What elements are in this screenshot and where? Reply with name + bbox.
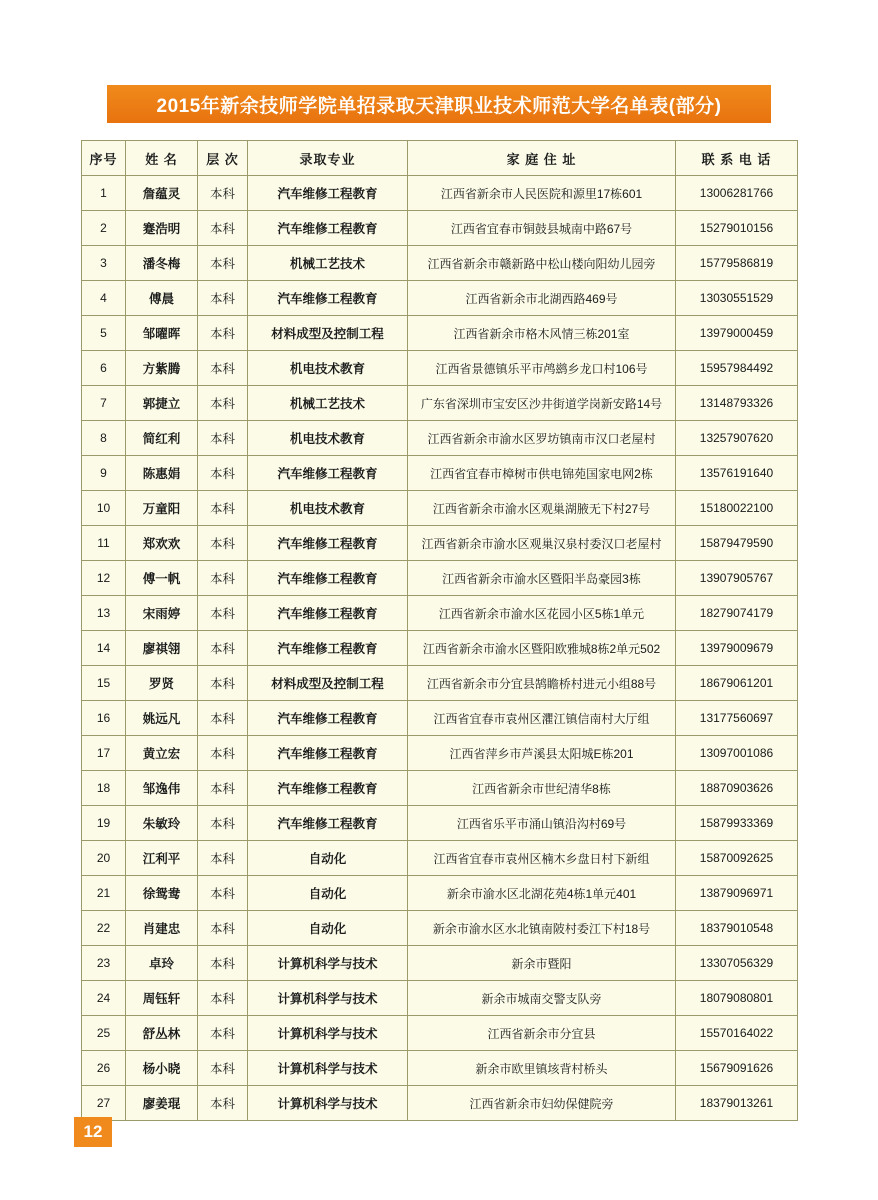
cell-phone: 18079080801 <box>676 981 798 1016</box>
table-row <box>82 491 798 526</box>
cell-address: 江西省新余市北湖西路469号 <box>408 281 676 316</box>
table-row <box>82 1051 798 1086</box>
cell-address: 江西省新余市人民医院和源里17栋601 <box>408 176 676 211</box>
cell-name: 罗贤 <box>126 666 198 701</box>
cell-name: 郭捷立 <box>126 386 198 421</box>
page-number-badge: 12 <box>74 1117 112 1147</box>
cell-no: 23 <box>82 946 126 981</box>
table-row <box>82 876 798 911</box>
cell-address: 新余市暨阳 <box>408 946 676 981</box>
cell-major: 计算机科学与技术 <box>248 1086 408 1121</box>
cell-name: 黄立宏 <box>126 736 198 771</box>
cell-major: 汽车维修工程教育 <box>248 281 408 316</box>
cell-phone: 18379010548 <box>676 911 798 946</box>
table-row <box>82 841 798 876</box>
cell-phone: 13148793326 <box>676 386 798 421</box>
table-row <box>82 911 798 946</box>
cell-no: 6 <box>82 351 126 386</box>
cell-address: 新余市城南交警支队旁 <box>408 981 676 1016</box>
table-row <box>82 1016 798 1051</box>
cell-name: 卓玲 <box>126 946 198 981</box>
cell-major: 汽车维修工程教育 <box>248 631 408 666</box>
cell-phone: 15679091626 <box>676 1051 798 1086</box>
cell-name: 肖建忠 <box>126 911 198 946</box>
cell-phone: 15180022100 <box>676 491 798 526</box>
cell-no: 2 <box>82 211 126 246</box>
cell-phone: 15957984492 <box>676 351 798 386</box>
column-header-major: 录取专业 <box>248 141 408 176</box>
cell-level: 本科 <box>198 1016 248 1051</box>
cell-name: 宋雨婷 <box>126 596 198 631</box>
cell-major: 计算机科学与技术 <box>248 1016 408 1051</box>
cell-phone: 15879933369 <box>676 806 798 841</box>
cell-phone: 13257907620 <box>676 421 798 456</box>
cell-level: 本科 <box>198 351 248 386</box>
cell-no: 8 <box>82 421 126 456</box>
cell-phone: 13879096971 <box>676 876 798 911</box>
cell-no: 4 <box>82 281 126 316</box>
cell-major: 汽车维修工程教育 <box>248 526 408 561</box>
cell-name: 廖祺翎 <box>126 631 198 666</box>
cell-name: 邹曜晖 <box>126 316 198 351</box>
cell-no: 11 <box>82 526 126 561</box>
table-row <box>82 456 798 491</box>
cell-no: 26 <box>82 1051 126 1086</box>
cell-name: 姚远凡 <box>126 701 198 736</box>
cell-phone: 13979009679 <box>676 631 798 666</box>
cell-address: 江西省新余市格木风情三栋201室 <box>408 316 676 351</box>
table-row <box>82 596 798 631</box>
cell-name: 潘冬梅 <box>126 246 198 281</box>
cell-phone: 13177560697 <box>676 701 798 736</box>
cell-phone: 15279010156 <box>676 211 798 246</box>
cell-address: 江西省宜春市铜鼓县城南中路67号 <box>408 211 676 246</box>
cell-level: 本科 <box>198 771 248 806</box>
cell-no: 13 <box>82 596 126 631</box>
cell-major: 机械工艺技术 <box>248 246 408 281</box>
table-row <box>82 176 798 211</box>
cell-address: 江西省新余市分宜县鹄瞻桥村进元小组88号 <box>408 666 676 701</box>
table-row <box>82 386 798 421</box>
cell-name: 朱敏玲 <box>126 806 198 841</box>
cell-no: 14 <box>82 631 126 666</box>
cell-name: 邹逸伟 <box>126 771 198 806</box>
cell-name: 詹蕴灵 <box>126 176 198 211</box>
cell-phone: 15879479590 <box>676 526 798 561</box>
table-row <box>82 526 798 561</box>
table-row <box>82 281 798 316</box>
cell-major: 汽车维修工程教育 <box>248 771 408 806</box>
cell-address: 广东省深圳市宝安区沙井街道学岗新安路14号 <box>408 386 676 421</box>
cell-address: 江西省新余市世纪清华8栋 <box>408 771 676 806</box>
cell-address: 江西省萍乡市芦溪县太阳城E栋201 <box>408 736 676 771</box>
cell-phone: 18679061201 <box>676 666 798 701</box>
cell-address: 江西省宜春市袁州区灈江镇信南村大厅组 <box>408 701 676 736</box>
table-row <box>82 211 798 246</box>
cell-major: 材料成型及控制工程 <box>248 666 408 701</box>
cell-no: 5 <box>82 316 126 351</box>
cell-phone: 18379013261 <box>676 1086 798 1121</box>
cell-level: 本科 <box>198 596 248 631</box>
cell-level: 本科 <box>198 911 248 946</box>
cell-level: 本科 <box>198 386 248 421</box>
cell-phone: 13030551529 <box>676 281 798 316</box>
cell-major: 机电技术教育 <box>248 421 408 456</box>
cell-address: 江西省新余市渝水区罗坊镇南市汉口老屋村 <box>408 421 676 456</box>
cell-major: 机电技术教育 <box>248 491 408 526</box>
table-row <box>82 421 798 456</box>
cell-name: 郑欢欢 <box>126 526 198 561</box>
cell-no: 27 <box>82 1086 126 1121</box>
cell-major: 自动化 <box>248 841 408 876</box>
cell-phone: 13979000459 <box>676 316 798 351</box>
roster-table <box>81 140 798 1121</box>
cell-major: 汽车维修工程教育 <box>248 701 408 736</box>
cell-level: 本科 <box>198 841 248 876</box>
table-header-row <box>82 141 798 176</box>
cell-no: 18 <box>82 771 126 806</box>
roster-table-container <box>81 140 797 1121</box>
cell-name: 简红利 <box>126 421 198 456</box>
cell-phone: 13097001086 <box>676 736 798 771</box>
document-title-banner <box>107 85 771 123</box>
cell-name: 江利平 <box>126 841 198 876</box>
cell-major: 自动化 <box>248 911 408 946</box>
cell-name: 陈惠娟 <box>126 456 198 491</box>
cell-name: 舒丛林 <box>126 1016 198 1051</box>
cell-level: 本科 <box>198 526 248 561</box>
cell-no: 20 <box>82 841 126 876</box>
cell-level: 本科 <box>198 211 248 246</box>
cell-address: 江西省新余市妇幼保健院旁 <box>408 1086 676 1121</box>
table-row <box>82 246 798 281</box>
cell-no: 15 <box>82 666 126 701</box>
cell-address: 江西省新余市渝水区暨阳半岛豪园3栋 <box>408 561 676 596</box>
cell-phone: 18870903626 <box>676 771 798 806</box>
cell-address: 江西省宜春市袁州区楠木乡盘日村下新组 <box>408 841 676 876</box>
cell-major: 材料成型及控制工程 <box>248 316 408 351</box>
cell-address: 江西省新余市渝水区观巢汉泉村委汉口老屋村 <box>408 526 676 561</box>
cell-major: 汽车维修工程教育 <box>248 176 408 211</box>
cell-level: 本科 <box>198 631 248 666</box>
cell-address: 江西省新余市渝水区暨阳欧雅城8栋2单元502 <box>408 631 676 666</box>
column-header-name: 姓 名 <box>126 141 198 176</box>
cell-no: 22 <box>82 911 126 946</box>
cell-level: 本科 <box>198 176 248 211</box>
cell-name: 方紫腾 <box>126 351 198 386</box>
table-row <box>82 666 798 701</box>
cell-level: 本科 <box>198 456 248 491</box>
cell-major: 自动化 <box>248 876 408 911</box>
table-row <box>82 561 798 596</box>
cell-phone: 15570164022 <box>676 1016 798 1051</box>
cell-address: 新余市渝水区水北镇南陂村委江下村18号 <box>408 911 676 946</box>
cell-phone: 13907905767 <box>676 561 798 596</box>
table-row <box>82 1086 798 1121</box>
cell-no: 1 <box>82 176 126 211</box>
cell-address: 江西省景德镇乐平市鸬鹚乡龙口村106号 <box>408 351 676 386</box>
column-header-phone: 联 系 电 话 <box>676 141 798 176</box>
cell-phone: 15779586819 <box>676 246 798 281</box>
cell-level: 本科 <box>198 421 248 456</box>
column-header-level: 层 次 <box>198 141 248 176</box>
cell-address: 新余市渝水区北湖花苑4栋1单元401 <box>408 876 676 911</box>
cell-address: 新余市欧里镇垓背村桥头 <box>408 1051 676 1086</box>
table-row <box>82 631 798 666</box>
cell-major: 汽车维修工程教育 <box>248 736 408 771</box>
cell-no: 7 <box>82 386 126 421</box>
cell-major: 汽车维修工程教育 <box>248 456 408 491</box>
cell-major: 计算机科学与技术 <box>248 981 408 1016</box>
cell-major: 汽车维修工程教育 <box>248 211 408 246</box>
cell-name: 万童阳 <box>126 491 198 526</box>
table-row <box>82 806 798 841</box>
cell-no: 21 <box>82 876 126 911</box>
table-row <box>82 981 798 1016</box>
cell-no: 9 <box>82 456 126 491</box>
cell-level: 本科 <box>198 316 248 351</box>
cell-no: 3 <box>82 246 126 281</box>
cell-phone: 13307056329 <box>676 946 798 981</box>
cell-no: 10 <box>82 491 126 526</box>
cell-level: 本科 <box>198 281 248 316</box>
cell-name: 徐鸳鸯 <box>126 876 198 911</box>
cell-phone: 15870092625 <box>676 841 798 876</box>
cell-phone: 13576191640 <box>676 456 798 491</box>
cell-level: 本科 <box>198 701 248 736</box>
cell-address: 江西省新余市渝水区观巢湖腋无下村27号 <box>408 491 676 526</box>
cell-name: 周钰轩 <box>126 981 198 1016</box>
table-row <box>82 736 798 771</box>
cell-level: 本科 <box>198 246 248 281</box>
column-header-address: 家 庭 住 址 <box>408 141 676 176</box>
cell-level: 本科 <box>198 736 248 771</box>
cell-address: 江西省新余市分宜县 <box>408 1016 676 1051</box>
cell-address: 江西省新余市渝水区花园小区5栋1单元 <box>408 596 676 631</box>
column-header-no: 序号 <box>82 141 126 176</box>
cell-major: 机械工艺技术 <box>248 386 408 421</box>
cell-address: 江西省乐平市涌山镇沿沟村69号 <box>408 806 676 841</box>
cell-major: 汽车维修工程教育 <box>248 561 408 596</box>
cell-level: 本科 <box>198 1086 248 1121</box>
cell-major: 机电技术教育 <box>248 351 408 386</box>
cell-no: 16 <box>82 701 126 736</box>
cell-level: 本科 <box>198 981 248 1016</box>
table-row <box>82 946 798 981</box>
cell-no: 19 <box>82 806 126 841</box>
cell-major: 汽车维修工程教育 <box>248 806 408 841</box>
cell-level: 本科 <box>198 876 248 911</box>
cell-major: 汽车维修工程教育 <box>248 596 408 631</box>
cell-level: 本科 <box>198 1051 248 1086</box>
cell-no: 17 <box>82 736 126 771</box>
cell-address: 江西省新余市赣新路中松山楼向阳幼儿园旁 <box>408 246 676 281</box>
cell-phone: 13006281766 <box>676 176 798 211</box>
cell-no: 12 <box>82 561 126 596</box>
cell-major: 计算机科学与技术 <box>248 946 408 981</box>
cell-address: 江西省宜春市樟树市供电锦苑国家电网2栋 <box>408 456 676 491</box>
table-row <box>82 316 798 351</box>
table-body <box>82 176 798 1121</box>
cell-phone: 18279074179 <box>676 596 798 631</box>
cell-level: 本科 <box>198 806 248 841</box>
cell-level: 本科 <box>198 666 248 701</box>
cell-level: 本科 <box>198 491 248 526</box>
table-row <box>82 351 798 386</box>
cell-level: 本科 <box>198 561 248 596</box>
cell-name: 蹇浩明 <box>126 211 198 246</box>
cell-major: 计算机科学与技术 <box>248 1051 408 1086</box>
cell-no: 25 <box>82 1016 126 1051</box>
table-row <box>82 701 798 736</box>
cell-name: 傅一帆 <box>126 561 198 596</box>
cell-no: 24 <box>82 981 126 1016</box>
table-row <box>82 771 798 806</box>
cell-level: 本科 <box>198 946 248 981</box>
cell-name: 廖姜琨 <box>126 1086 198 1121</box>
cell-name: 傅晨 <box>126 281 198 316</box>
table-header <box>82 141 798 176</box>
cell-name: 杨小晓 <box>126 1051 198 1086</box>
page-title: 2015年新余技师学院单招录取天津职业技术师范大学名单表(部分) <box>156 95 722 117</box>
